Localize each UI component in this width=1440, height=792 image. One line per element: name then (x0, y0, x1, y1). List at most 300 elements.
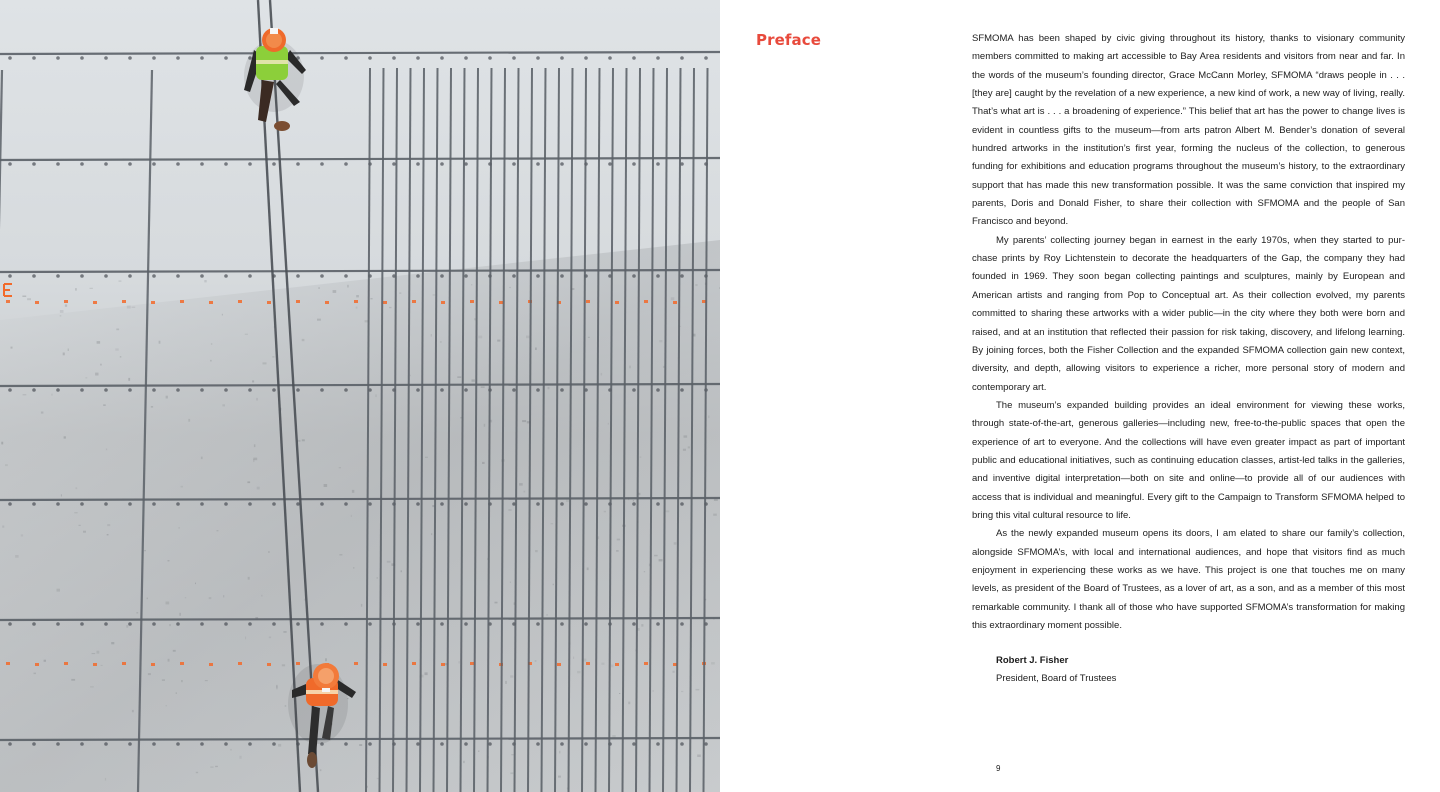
rebar-chair (392, 56, 396, 60)
concrete-speck (482, 462, 485, 464)
concrete-speck (463, 761, 464, 763)
concrete-speck (573, 657, 574, 659)
concrete-speck (261, 595, 262, 597)
rebar-chair (272, 502, 276, 506)
marking-dot (93, 663, 97, 666)
concrete-speck (577, 671, 580, 673)
rebar-chair (80, 274, 84, 278)
rebar-chair (560, 388, 564, 392)
concrete-speck (61, 494, 62, 496)
rebar-chair (248, 162, 252, 166)
concrete-speck (659, 340, 662, 342)
marking-dot (209, 301, 213, 304)
concrete-speck (474, 318, 475, 320)
concrete-speck (351, 515, 352, 517)
concrete-speck (425, 672, 428, 675)
rebar-chair (176, 742, 180, 746)
rebar-chair (248, 502, 252, 506)
concrete-speck (522, 420, 526, 422)
concrete-speck (478, 751, 479, 752)
concrete-speck (151, 406, 153, 408)
concrete-speck (120, 356, 122, 358)
rebar-chair (296, 162, 300, 166)
rebar-chair (56, 162, 60, 166)
rebar-chair (344, 622, 348, 626)
concrete-speck (252, 380, 254, 382)
marking-dot (354, 300, 358, 303)
concrete-speck (257, 487, 260, 490)
concrete-speck (63, 353, 65, 356)
concrete-speck (587, 568, 589, 571)
concrete-speck (401, 570, 402, 572)
concrete-speck (101, 665, 103, 666)
rebar-chair (272, 388, 276, 392)
rebar-chair (680, 502, 684, 506)
concrete-speck (708, 416, 709, 419)
concrete-speck (41, 412, 44, 414)
concrete-speck (97, 341, 101, 344)
concrete-speck (230, 749, 232, 751)
rebar-chair (392, 162, 396, 166)
rebar-chair (584, 56, 588, 60)
rebar-chair (200, 742, 204, 746)
marking-dot (441, 301, 445, 304)
rebar-chair (440, 622, 444, 626)
rebar-chair (632, 56, 636, 60)
rebar-chair (416, 622, 420, 626)
rebar-chair (344, 502, 348, 506)
rebar-chair (680, 388, 684, 392)
rebar-chair (128, 274, 132, 278)
rebar-chair (152, 742, 156, 746)
concrete-speck (132, 307, 136, 308)
concrete-speck (302, 439, 305, 441)
rebar-chair (536, 56, 540, 60)
marking-dot (499, 301, 503, 304)
page-number: 9 (996, 764, 1001, 773)
concrete-speck (107, 524, 110, 526)
concrete-speck (21, 534, 23, 536)
marking-dot (673, 301, 677, 304)
rebar-chair (656, 56, 660, 60)
concrete-speck (115, 348, 118, 350)
rebar-chair (656, 162, 660, 166)
rebar-chair (248, 388, 252, 392)
rebar-chair (296, 502, 300, 506)
rebar-chair (320, 274, 324, 278)
concrete-speck (209, 597, 212, 599)
rebar-chair (104, 162, 108, 166)
rebar-chair (416, 56, 420, 60)
concrete-speck (269, 637, 271, 639)
concrete-speck (633, 500, 634, 501)
paragraph: SFMOMA has been shaped by civic giving throughout its history, thanks to visionary community members committed to making art accessible to Bay Area residents and visitors from near and far. In the words of the museum’s founding director, Grace McCann Morley, SFMOMA “draws people in . . . [they are] caught by the revelation of a new experience, a new kind of work, a new way of living, really. That’s what art is . . . a broadening of experience.” This belief that art has the power to change lives is evident in countless gifts to the museum—from arts patron Albert M. Bender’s donation of several hundred artworks in the institution’s first year, forming the nucleus of the collection, to generous funding for exhibitions and education programs throughout the museum’s history, to the extraordinary support that has made this new transformation possible. It was the same conviction that inspired my parents, Doris and Donald Fisher, to share their collection with SFMOMA and the people of San Francisco and beyond. (972, 33, 1405, 228)
concrete-speck (210, 360, 211, 362)
concrete-speck (95, 373, 98, 376)
marking-dot (586, 300, 590, 303)
rebar-chair (80, 388, 84, 392)
concrete-speck (204, 280, 206, 282)
rebar-chair (440, 388, 444, 392)
rebar-chair (656, 502, 660, 506)
concrete-speck (410, 375, 411, 376)
marking-dot (267, 663, 271, 666)
rebar-chair (176, 622, 180, 626)
concrete-speck (27, 298, 31, 300)
rebar-chair (128, 502, 132, 506)
rebar-chair (128, 742, 132, 746)
concrete-speck (510, 772, 513, 774)
rebar-chair (176, 162, 180, 166)
concrete-speck (458, 661, 460, 663)
concrete-speck (23, 394, 27, 395)
concrete-speck (671, 297, 675, 300)
concrete-speck (619, 693, 620, 694)
concrete-speck (239, 756, 241, 759)
concrete-speck (472, 379, 475, 381)
rebar-chair (512, 56, 516, 60)
concrete-speck (548, 387, 550, 389)
concrete-speck (558, 776, 561, 778)
concrete-speck (347, 285, 349, 288)
rebar-chair (512, 162, 516, 166)
concrete-speck (97, 651, 100, 654)
marking-dot (180, 300, 184, 303)
rebar-chair (536, 502, 540, 506)
concrete-speck (481, 386, 485, 388)
rebar-chair (56, 56, 60, 60)
concrete-speck (90, 288, 93, 289)
preface-body (972, 30, 1405, 635)
concrete-speck (278, 744, 281, 747)
concrete-speck (245, 637, 246, 640)
paragraph: The museum’s expanded building provides an ideal environment for viewing these works, through state-of-the-art, generous galleries—including new, free-to-the-public spaces that open the experience of art to everyone. And the collections will have even greater impact as part of important public and educational initiatives, such as continuing education classes, artist-led talks in the galleries, and inventive digital interpretation—both on site and online—to provide all of our audiences with access that is individual and meaningful. Every gift to the Campaign to Transform SFMOMA helped to bring this vital cultural resource to life. (972, 399, 1405, 521)
rebar-chair (320, 502, 324, 506)
concrete-speck (223, 595, 224, 597)
rebar-chair (320, 388, 324, 392)
concrete-speck (484, 424, 486, 427)
concrete-speck (616, 550, 619, 551)
rebar-chair (8, 56, 12, 60)
concrete-speck (608, 423, 609, 425)
concrete-speck (399, 292, 401, 294)
rebar-chair (80, 622, 84, 626)
rebar-chair (248, 742, 252, 746)
concrete-speck (272, 356, 274, 358)
concrete-speck (119, 281, 122, 282)
rebar-chair (104, 502, 108, 506)
rebar-chair (416, 502, 420, 506)
concrete-speck (559, 751, 560, 754)
concrete-speck (431, 533, 432, 535)
concrete-speck (681, 691, 683, 692)
signature-block (996, 652, 1116, 689)
concrete-speck (505, 681, 507, 684)
concrete-speck (535, 550, 538, 552)
rebar-chair (632, 622, 636, 626)
concrete-speck (132, 710, 134, 712)
concrete-speck (387, 561, 391, 563)
concrete-speck (210, 767, 213, 768)
concrete-speck (263, 362, 267, 364)
rebar-chair (416, 162, 420, 166)
concrete-speck (509, 287, 511, 288)
rebar-chair (584, 742, 588, 746)
concrete-speck (74, 512, 77, 513)
rebar-chair (224, 56, 228, 60)
rebar-chair (128, 622, 132, 626)
concrete-speck (211, 343, 212, 344)
rebar-chair (56, 502, 60, 506)
rebar-chair (320, 162, 324, 166)
concrete-speck (389, 307, 391, 308)
rebar-chair (32, 388, 36, 392)
rebar-chair (368, 502, 372, 506)
rebar-chair (536, 388, 540, 392)
rebar-chair (272, 162, 276, 166)
concrete-speck (302, 339, 305, 341)
concrete-speck (370, 298, 372, 299)
concrete-speck (60, 310, 64, 313)
rebar-chair (464, 274, 468, 278)
paragraph: My parents’ collecting journey began in earnest in the early 1970s, when they started to pur-chase prints by Roy Lichtenstein to decorate the headquarters of the Gap, the company they had founded in 1969. They soon began collecting paintings and sculptures, mainly by European and American artists and ranging from Pop to Conceptual art. As their collection evolved, my parents committed to sharing these artworks with a wider public—in the city where they both were born and raised, and at an institution that reflected their passion for risk taking, discovery, and lifelong learning. By joining forces, both the Fisher Collection and the expanded SFMOMA collection gain new context, diversity, and depth, allowing visitors to experience a richer, more personal story of modern and contemporary art. (972, 234, 1405, 393)
rebar-chair (440, 162, 444, 166)
marking-dot (267, 301, 271, 304)
signature-name: Robert J. Fisher (996, 655, 1069, 666)
rebar-chair (32, 274, 36, 278)
marking-dot (412, 300, 416, 303)
concrete-speck (185, 597, 186, 598)
rebar-chair (176, 56, 180, 60)
rebar-chair (464, 742, 468, 746)
concrete-speck (90, 686, 94, 688)
rebar-chair (344, 274, 348, 278)
concrete-speck (196, 772, 198, 773)
rebar-chair (296, 388, 300, 392)
rebar-chair (224, 502, 228, 506)
marking-dot (209, 663, 213, 666)
marking-dot (383, 663, 387, 666)
concrete-speck (353, 567, 354, 569)
concrete-speck (510, 675, 513, 677)
concrete-speck (644, 571, 645, 572)
concrete-speck (107, 534, 109, 535)
rebar-chair (368, 56, 372, 60)
rebar-chair (56, 274, 60, 278)
concrete-speck (15, 555, 19, 558)
rebar-chair (248, 274, 252, 278)
rebar-chair (176, 388, 180, 392)
rebar-chair (296, 274, 300, 278)
concrete-speck (535, 348, 537, 351)
concrete-speck (640, 456, 642, 458)
rebar-chair (152, 274, 156, 278)
concrete-speck (1, 442, 3, 445)
marking-dot (615, 663, 619, 666)
concrete-speck (254, 444, 256, 447)
rebar-chair (200, 388, 204, 392)
concrete-speck (695, 284, 697, 286)
concrete-speck (628, 702, 630, 705)
marking-dot (412, 662, 416, 665)
rebar-chair (560, 56, 564, 60)
concrete-speck (377, 577, 378, 579)
rebar-chair (152, 502, 156, 506)
rebar-chair (632, 502, 636, 506)
rebar-chair (32, 162, 36, 166)
marking-dot (238, 300, 242, 303)
concrete-speck (5, 464, 8, 466)
concrete-speck (256, 398, 258, 401)
concrete-speck (22, 296, 26, 298)
rebar-chair (584, 502, 588, 506)
concrete-speck (283, 631, 286, 633)
concrete-speck (524, 491, 526, 493)
rebar-chair (272, 622, 276, 626)
rebar-chair (104, 274, 108, 278)
rebar-chair (680, 274, 684, 278)
concrete-speck (673, 671, 675, 673)
concrete-speck (526, 336, 529, 339)
concrete-speck (566, 500, 569, 503)
concrete-speck (176, 692, 177, 694)
concrete-speck (688, 446, 690, 448)
rebar-chair (80, 742, 84, 746)
rebar-chair (128, 162, 132, 166)
concrete-speck (611, 665, 614, 668)
marking-dot (383, 301, 387, 304)
concrete-speck (166, 602, 170, 605)
rebar-chair (200, 56, 204, 60)
rebar-chair (32, 742, 36, 746)
rebar-chair (560, 742, 564, 746)
concrete-speck (57, 589, 61, 592)
rebar-chair (560, 162, 564, 166)
rebar-chair (608, 56, 612, 60)
concrete-speck (222, 314, 223, 316)
concrete-speck (71, 679, 75, 681)
rebar-chair (704, 56, 708, 60)
rebar-chair (656, 622, 660, 626)
concrete-speck (375, 394, 376, 397)
marking-dot (6, 662, 10, 665)
rebar-chair (320, 56, 324, 60)
concrete-speck (179, 527, 180, 528)
marking-dot (122, 300, 126, 303)
rebar-chair (512, 388, 516, 392)
rebar-chair (152, 622, 156, 626)
rebar-chair (440, 274, 444, 278)
rebar-chair (32, 56, 36, 60)
rebar-chair (104, 56, 108, 60)
concrete-speck (248, 577, 250, 580)
concrete-speck (666, 510, 670, 512)
concrete-speck (440, 341, 442, 343)
concrete-speck (85, 377, 87, 378)
rebar-chair (8, 502, 12, 506)
concrete-speck (79, 525, 81, 526)
concrete-speck (361, 604, 362, 607)
concrete-speck (222, 404, 225, 406)
concrete-speck (44, 660, 46, 662)
marking-dot (644, 300, 648, 303)
concrete-speck (166, 705, 168, 706)
concrete-speck (653, 690, 654, 692)
rebar-chair (56, 388, 60, 392)
rebar-chair (320, 622, 324, 626)
concrete-speck (663, 366, 665, 368)
concrete-speck (630, 366, 631, 369)
concrete-speck (319, 287, 320, 289)
rebar-chair (176, 274, 180, 278)
rebar-chair (224, 274, 228, 278)
concrete-speck (247, 481, 250, 483)
marking-dot (35, 301, 39, 304)
marking-dot (586, 662, 590, 665)
concrete-speck (201, 457, 203, 460)
concrete-speck (711, 662, 715, 664)
marking-dot (151, 301, 155, 304)
paragraph: As the newly expanded museum opens its doors, I am elated to share our family’s collection, alongside SFMOMA’s, with local and international audiences, and hope that visitors find as much enjoyment in experiencing these works as we have. This project is one that touches me on many levels, as president of the Board of Trustees, as a lover of art, as a son, and as a member of this most remarkable community. I thank all of those who have supported SFMOMA’s transformation for making this extraordinary moment possible. (972, 528, 1405, 631)
rebar-chair (656, 274, 660, 278)
rebar-chair (536, 274, 540, 278)
rebar-chair (8, 274, 12, 278)
rebar-chair (32, 622, 36, 626)
rebar-chair (632, 388, 636, 392)
concrete-speck (535, 660, 537, 661)
concrete-speck (268, 551, 270, 553)
concrete-speck (333, 290, 337, 293)
concrete-speck (147, 598, 148, 600)
rebar-chair (200, 502, 204, 506)
rebar-chair (224, 622, 228, 626)
rebar-chair (152, 162, 156, 166)
concrete-speck (173, 650, 176, 652)
concrete-speck (179, 613, 181, 616)
rebar-chair (464, 622, 468, 626)
rebar-chair (536, 622, 540, 626)
concrete-speck (519, 483, 523, 486)
concrete-speck (471, 284, 472, 285)
concrete-speck (320, 769, 322, 771)
marking-dot (296, 662, 300, 665)
rebar-chair (128, 388, 132, 392)
marking-dot (151, 663, 155, 666)
concrete-speck (285, 705, 287, 707)
rebar-chair (224, 388, 228, 392)
rebar-chair (464, 502, 468, 506)
concrete-speck (92, 653, 96, 654)
concrete-speck (431, 334, 432, 337)
marking-dot (64, 662, 68, 665)
rebar-chair (32, 502, 36, 506)
rebar-chair (200, 274, 204, 278)
rebar-chair (608, 162, 612, 166)
rebar-chair (56, 742, 60, 746)
concrete-speck (68, 349, 69, 352)
rebar-chair (80, 502, 84, 506)
concrete-speck (356, 295, 359, 297)
marking-dot (93, 301, 97, 304)
rebar-chair (344, 56, 348, 60)
concrete-speck (601, 663, 604, 665)
concrete-speck (553, 584, 554, 586)
rebar-chair (560, 502, 564, 506)
rebar-chair (680, 56, 684, 60)
rebar-chair (272, 742, 276, 746)
concrete-speck (127, 306, 131, 309)
rebar-chair (680, 622, 684, 626)
